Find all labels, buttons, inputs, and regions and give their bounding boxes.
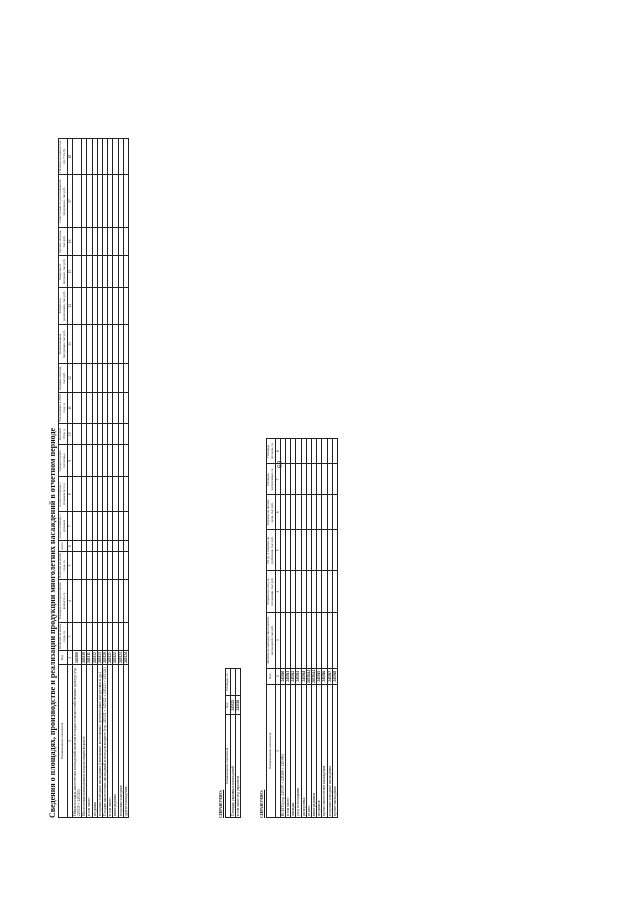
row-code: 245368 <box>332 668 337 684</box>
row-name: в том числе под укрытием <box>236 715 241 818</box>
value-cell <box>123 255 128 287</box>
header-cell: из них площадь с урожаем (в т.ч.) <box>59 477 68 512</box>
value-cell <box>123 622 128 651</box>
row-code: 245313 <box>97 652 102 663</box>
value-cell <box>332 495 337 530</box>
header-cell: Себестоимость реализованной продукции, тыс.руб. <box>59 175 68 228</box>
value-cell <box>123 364 128 392</box>
reference-table-2 <box>266 438 338 818</box>
column-number: 7 <box>67 512 72 541</box>
value-cell <box>332 612 337 668</box>
header-cell: Из гр. 4 затраты на удобрения, тыс.руб. <box>267 530 276 571</box>
column-number: 6 <box>275 495 280 530</box>
row-name: прочие насаждения <box>332 685 337 818</box>
value-cell <box>72 580 81 622</box>
value-cell <box>72 175 81 228</box>
header-cell: Площадь посадок, га <box>267 439 276 464</box>
row-name: ВСЕГО (стр. 245370 + 245380 + 245390) <box>280 685 285 818</box>
row-name: Посадки многолетних насаждений в молодом возрасте (стр. 245321 + 245322 + 245323 + 245324) <box>103 665 108 818</box>
row-name: плодовые и ягодные насаждения <box>327 685 332 818</box>
column-number: 17 <box>67 175 72 228</box>
value-cell <box>123 512 128 541</box>
row-name: другие насаждения <box>123 665 128 818</box>
value-cell <box>236 669 241 696</box>
column-number: 1 <box>67 665 72 818</box>
row-name: в том числе: <box>87 665 92 818</box>
value-cell <box>72 551 81 580</box>
row-name: плодовые и ягодные насаждения (семечковые, косточковые, орехоплодные, цитрусовые и др.) <box>97 665 102 818</box>
section-label-2: СПРАВОЧНО: <box>259 789 264 818</box>
row-code: 245320 <box>103 652 108 663</box>
column-number: 7 <box>275 464 280 495</box>
value-cell <box>123 580 128 622</box>
column-number: 5 <box>275 530 280 571</box>
row-name: в том числе: <box>286 685 291 818</box>
column-number: 3 <box>275 612 280 668</box>
column-number: 5 <box>67 551 72 580</box>
row-code: 245326 <box>236 696 241 715</box>
value-cell <box>72 445 81 477</box>
value-cell <box>72 364 81 392</box>
header-cell: Наличие на конец года, га <box>58 623 66 649</box>
value-cell <box>123 541 128 551</box>
value-cell <box>123 445 128 477</box>
header-cell: Реализовано в 2024 году, ц <box>59 392 68 424</box>
value-cell <box>123 324 128 364</box>
value-cell <box>72 541 81 551</box>
header-cell: Код <box>59 651 68 665</box>
row-name: Площадь укрывных насаждений <box>230 715 235 818</box>
table-header-row <box>59 139 68 818</box>
row-name: ягодники <box>92 665 97 818</box>
column-number: 1 <box>275 685 280 818</box>
row-code: 245323 <box>118 652 123 663</box>
value-cell <box>123 227 128 255</box>
row-code: 245312 <box>92 652 97 663</box>
row-name: уход за посадками <box>296 685 301 818</box>
header-cell: Затраты на уход за посадками, тыс.руб. <box>267 571 276 612</box>
row-code: 245300 <box>72 651 81 665</box>
value-cell <box>72 392 81 424</box>
header-cell: Реализованная продукция, тыс.руб. <box>59 324 68 364</box>
value-cell <box>72 324 81 364</box>
header-cell: Код <box>226 696 231 715</box>
column-number: 11 <box>67 392 72 424</box>
header-cell: Выручка от продажи, тыс.руб. <box>59 255 68 287</box>
row-code: 245360 <box>280 668 285 684</box>
table-row <box>72 139 81 818</box>
value-cell <box>72 139 81 175</box>
row-name: прочие многолетние насаждения <box>322 685 327 818</box>
header-cell: Наличие на конец года (гр.7+гр.8) <box>59 139 68 175</box>
row-code: 245366 <box>322 668 327 684</box>
header-cell: Затраты на закладку многолетних насаждений, тыс.руб. <box>267 612 276 668</box>
header-cell: Валовой сбор, ц <box>59 424 68 445</box>
row-code: 245367 <box>327 668 332 684</box>
value-cell <box>123 424 128 445</box>
row-code: 245361 <box>286 668 291 684</box>
value-cell <box>123 175 128 228</box>
header-cell: Наименование показателя <box>267 685 276 818</box>
value-cell <box>332 571 337 612</box>
column-number: 14 <box>67 288 72 324</box>
row-code: 245364.2 <box>312 669 317 683</box>
reference-table-1 <box>225 668 241 818</box>
column-number: 12 <box>67 364 72 392</box>
column-number: 13 <box>67 324 72 364</box>
row-name: виноградники <box>113 665 118 818</box>
page-title: Сведения о площадях, производстве и реализации продукции многолетних насаждений в отчетном периоде <box>48 427 57 818</box>
row-code: 245362 <box>291 668 296 684</box>
page-number: 69 <box>276 461 284 468</box>
column-number: 18 <box>67 139 72 175</box>
main-table <box>58 138 129 818</box>
header-cell: Среднегодовое поголовье <box>59 445 68 477</box>
row-code: 245324 <box>123 652 128 663</box>
value-cell <box>72 255 81 287</box>
value-cell <box>72 424 81 445</box>
table-row <box>236 669 241 818</box>
header-cell: Прочие затраты, тыс.руб. <box>59 227 68 255</box>
header-cell: Затраты на прочие цели, тыс.руб. <box>267 495 276 530</box>
header-cell: Наименование показателя <box>226 715 231 818</box>
value-cell <box>123 392 128 424</box>
header-cell: Площадь раскорчевки, га <box>267 464 276 495</box>
column-number: 6 <box>67 541 72 551</box>
row-code: 245322 <box>113 652 118 663</box>
column-number: 10 <box>67 424 72 445</box>
column-number: 2 <box>67 651 72 665</box>
row-code: 245311 <box>87 652 92 663</box>
column-number: 8 <box>275 439 280 464</box>
row-code: 245364 <box>301 668 306 684</box>
value-cell <box>123 288 128 324</box>
header-cell: Прямые затраты, тыс.руб. <box>59 364 68 392</box>
column-number: 2 <box>275 668 280 684</box>
row-code: 245325 <box>230 696 235 715</box>
rotated-content <box>48 138 478 818</box>
column-number: 8 <box>67 477 72 512</box>
value-cell <box>72 622 81 651</box>
header-cell: Наименование показателя <box>59 665 68 818</box>
value-cell <box>72 477 81 512</box>
row-code: 245363 <box>296 668 301 684</box>
row-code: 245364.1 <box>306 669 311 683</box>
row-name: в том числе: <box>108 665 113 818</box>
column-number: 9 <box>67 445 72 477</box>
table-header-row <box>267 439 276 818</box>
column-number: 4 <box>275 571 280 612</box>
row-code: 245365 <box>317 668 322 684</box>
row-name: Многолетние насаждения в плодоносящем возрасте <box>82 665 87 818</box>
value-cell <box>123 477 128 512</box>
header-cell: всего <box>59 541 68 551</box>
row-name: плодовые и ягодные <box>118 665 123 818</box>
value-cell <box>72 227 81 255</box>
value-cell <box>72 288 81 324</box>
row-code: 245321 <box>108 652 113 663</box>
row-code: 245310 <box>82 652 87 663</box>
header-cell: Площадь в плодоносящем возрасте, га <box>59 580 68 622</box>
value-cell <box>123 139 128 175</box>
value-cell <box>123 551 128 580</box>
header-cell: из них площадь с урожаем <box>59 512 68 541</box>
section-label-1: СПРАВОЧНО: <box>218 789 223 818</box>
header-cell: Затраты на реализацию, тыс.руб. <box>59 288 68 324</box>
column-number: 3 <box>67 622 72 651</box>
row-name: Общая площадь многолетних насаждений, включая посадки сельскохозяйственных культур (стр. 245310 + 245320) <box>72 665 81 818</box>
value-cell <box>72 512 81 541</box>
value-cell <box>332 439 337 464</box>
column-number: 4 <box>67 580 72 622</box>
row-name: виноградников <box>312 685 317 818</box>
header-cell: Площадь, га <box>226 669 231 696</box>
table-row <box>123 139 128 818</box>
header-cell: Наличие на конец года, га <box>58 552 66 579</box>
value-cell <box>332 464 337 495</box>
row-name: раскорчевка <box>301 685 306 818</box>
column-number: 15 <box>67 255 72 287</box>
row-name: закладка <box>291 685 296 818</box>
value-cell <box>332 530 337 571</box>
table-row <box>332 439 337 818</box>
row-name: ягодников <box>317 685 322 818</box>
header-cell: Код <box>267 668 276 684</box>
row-name: из них: <box>306 685 311 818</box>
column-number: 16 <box>67 227 72 255</box>
